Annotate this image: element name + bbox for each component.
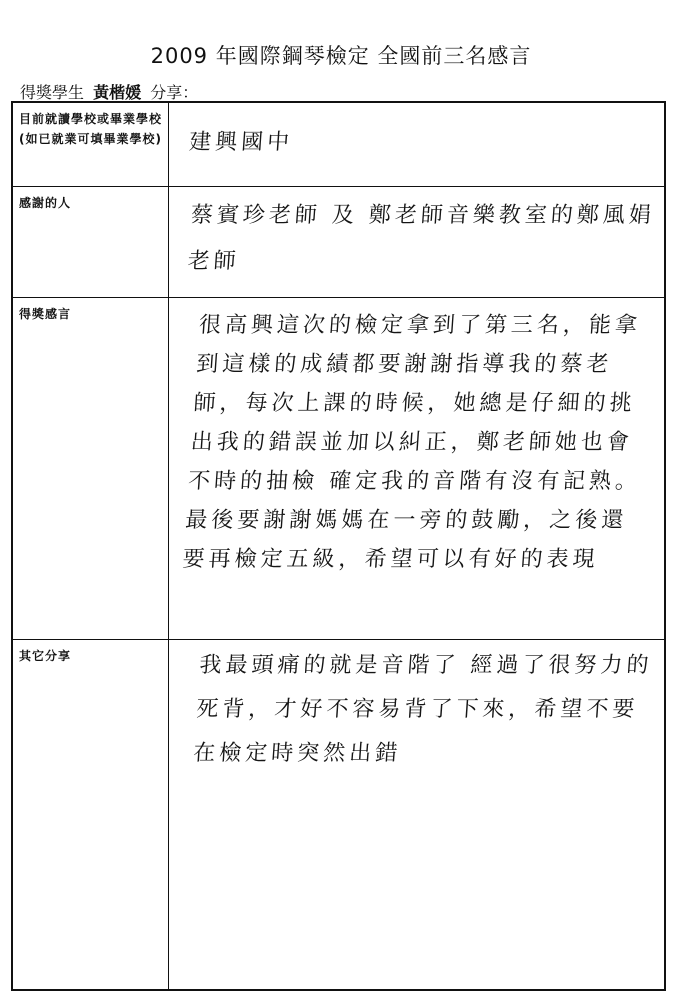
share-label: 分享： — [150, 83, 199, 102]
form-row-other — [13, 640, 664, 989]
form-row-thanks — [13, 187, 664, 298]
speech-label: 得獎感言 — [13, 298, 169, 639]
awardee-name: 黃楷媛 — [93, 83, 142, 102]
speech-value: 很高興這次的檢定拿到了第三名，能拿到這樣的成績都要謝謝指導我的蔡老師，每次上課的時候，她總是仔細的挑出我的錯誤並加以糾正，鄭老師她也會不時的抽檢 確定我的音階有沒有記熟。最後要謝謝媽媽在一旁的鼓勵，之後還要再檢定五級，希望可以有好的表現 — [181, 313, 642, 572]
form-row-speech — [13, 298, 664, 640]
document-title: 2009 年國際鋼琴檢定 全國前三名感言 — [150, 44, 532, 68]
form-table — [11, 101, 666, 991]
thanks-label: 感謝的人 — [13, 187, 169, 297]
school-label: 目前就讀學校或畢業學校(如已就業可填畢業學校) — [13, 103, 169, 186]
awardee-label: 得獎學生 — [20, 83, 85, 102]
other-value: 我最頭痛的就是音階了 經過了很努力的死背，才好不容易背了下來，希望不要在檢定時突然出錯 — [192, 653, 654, 766]
thanks-value: 蔡賓珍老師 及 鄭老師音樂教室的鄭風娟老師 — [186, 203, 656, 274]
other-label: 其它分享 — [13, 640, 169, 989]
school-value: 建興國中 — [188, 130, 295, 155]
form-row-school — [13, 103, 664, 187]
awardee-line — [20, 80, 198, 103]
